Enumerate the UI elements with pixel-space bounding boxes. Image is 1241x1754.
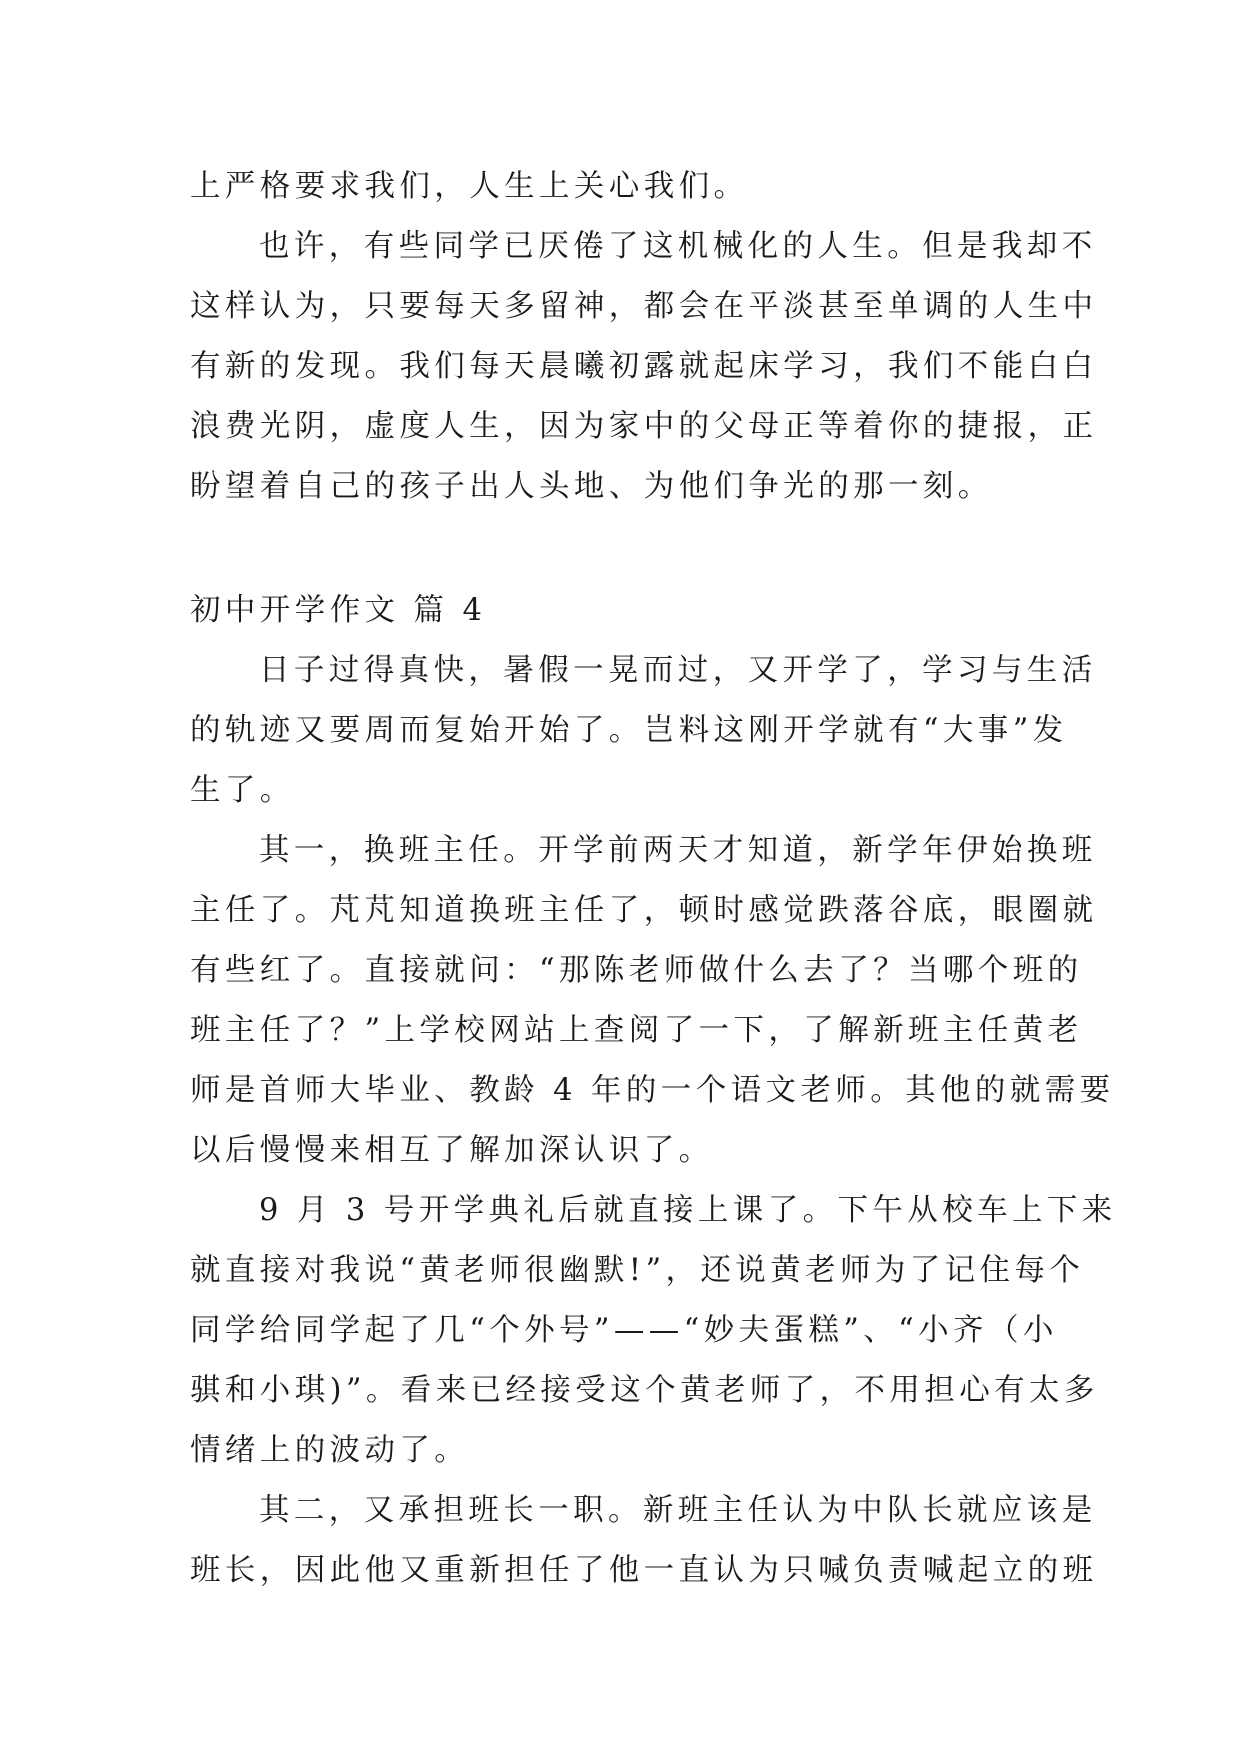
text-line: 其二，又承担班长一职。新班主任认为中队长就应该是 [259,1493,1097,1528]
section-title: 初中开学作文 篇 4 [190,593,487,628]
text-line: 骐和小琪)”。看来已经接受这个黄老师了，不用担心有太多 [190,1373,1099,1408]
text-line: 9 月 3 号开学典礼后就直接上课了。下午从校车上下来 [259,1193,1117,1228]
text-line: 以后慢慢来相互了解加深认识了。 [190,1133,714,1168]
text-line: 班主任了？”上学校网站上查阅了一下，了解新班主任黄老 [190,1013,1083,1048]
text-line: 上严格要求我们，人生上关心我们。 [190,169,749,204]
text-line: 有新的发现。我们每天晨曦初露就起床学习，我们不能白白 [190,349,1098,384]
text-line: 同学给同学起了几“个外号”——“妙夫蛋糕”、“小齐（小 [190,1313,1058,1348]
document-body [190,157,1117,1601]
text-line: 的轨迹又要周而复始开始了。岂料这刚开学就有“大事”发 [190,713,1068,748]
text-line: 浪费光阴，虚度人生，因为家中的父母正等着你的捷报，正 [190,409,1098,444]
text-line: 这样认为，只要每天多留神，都会在平淡甚至单调的人生中 [190,289,1098,324]
text-line: 班长，因此他又重新担任了他一直认为只喊负责喊起立的班 [190,1553,1098,1588]
text-line: 盼望着自己的孩子出人头地、为他们争光的那一刻。 [190,469,993,504]
text-line: 主任了。芃芃知道换班主任了，顿时感觉跌落谷底，眼圈就 [190,893,1098,928]
text-line: 师是首师大毕业、教龄 4 年的一个语文老师。其他的就需要 [190,1073,1115,1108]
text-line: 情绪上的波动了。 [190,1433,470,1468]
paragraph-3 [190,641,1097,821]
text-line: 就直接对我说“黄老师很幽默!”，还说黄老师为了记住每个 [190,1253,1085,1288]
paragraph-1 [190,157,1055,217]
paragraph-4 [190,821,1115,1181]
paragraph-5 [190,1181,1117,1481]
text-line: 也许，有些同学已厌倦了这机械化的人生。但是我却不 [259,229,1097,264]
paragraph-2 [190,217,1098,517]
text-line: 生了。 [190,773,295,808]
paragraph-6 [190,1481,1098,1601]
text-line: 其一，换班主任。开学前两天才知道，新学年伊始换班 [259,833,1097,868]
text-line: 有些红了。直接就问：“那陈老师做什么去了？当哪个班的 [190,953,1083,988]
text-line: 日子过得真快，暑假一晃而过，又开学了，学习与生活 [259,653,1097,688]
